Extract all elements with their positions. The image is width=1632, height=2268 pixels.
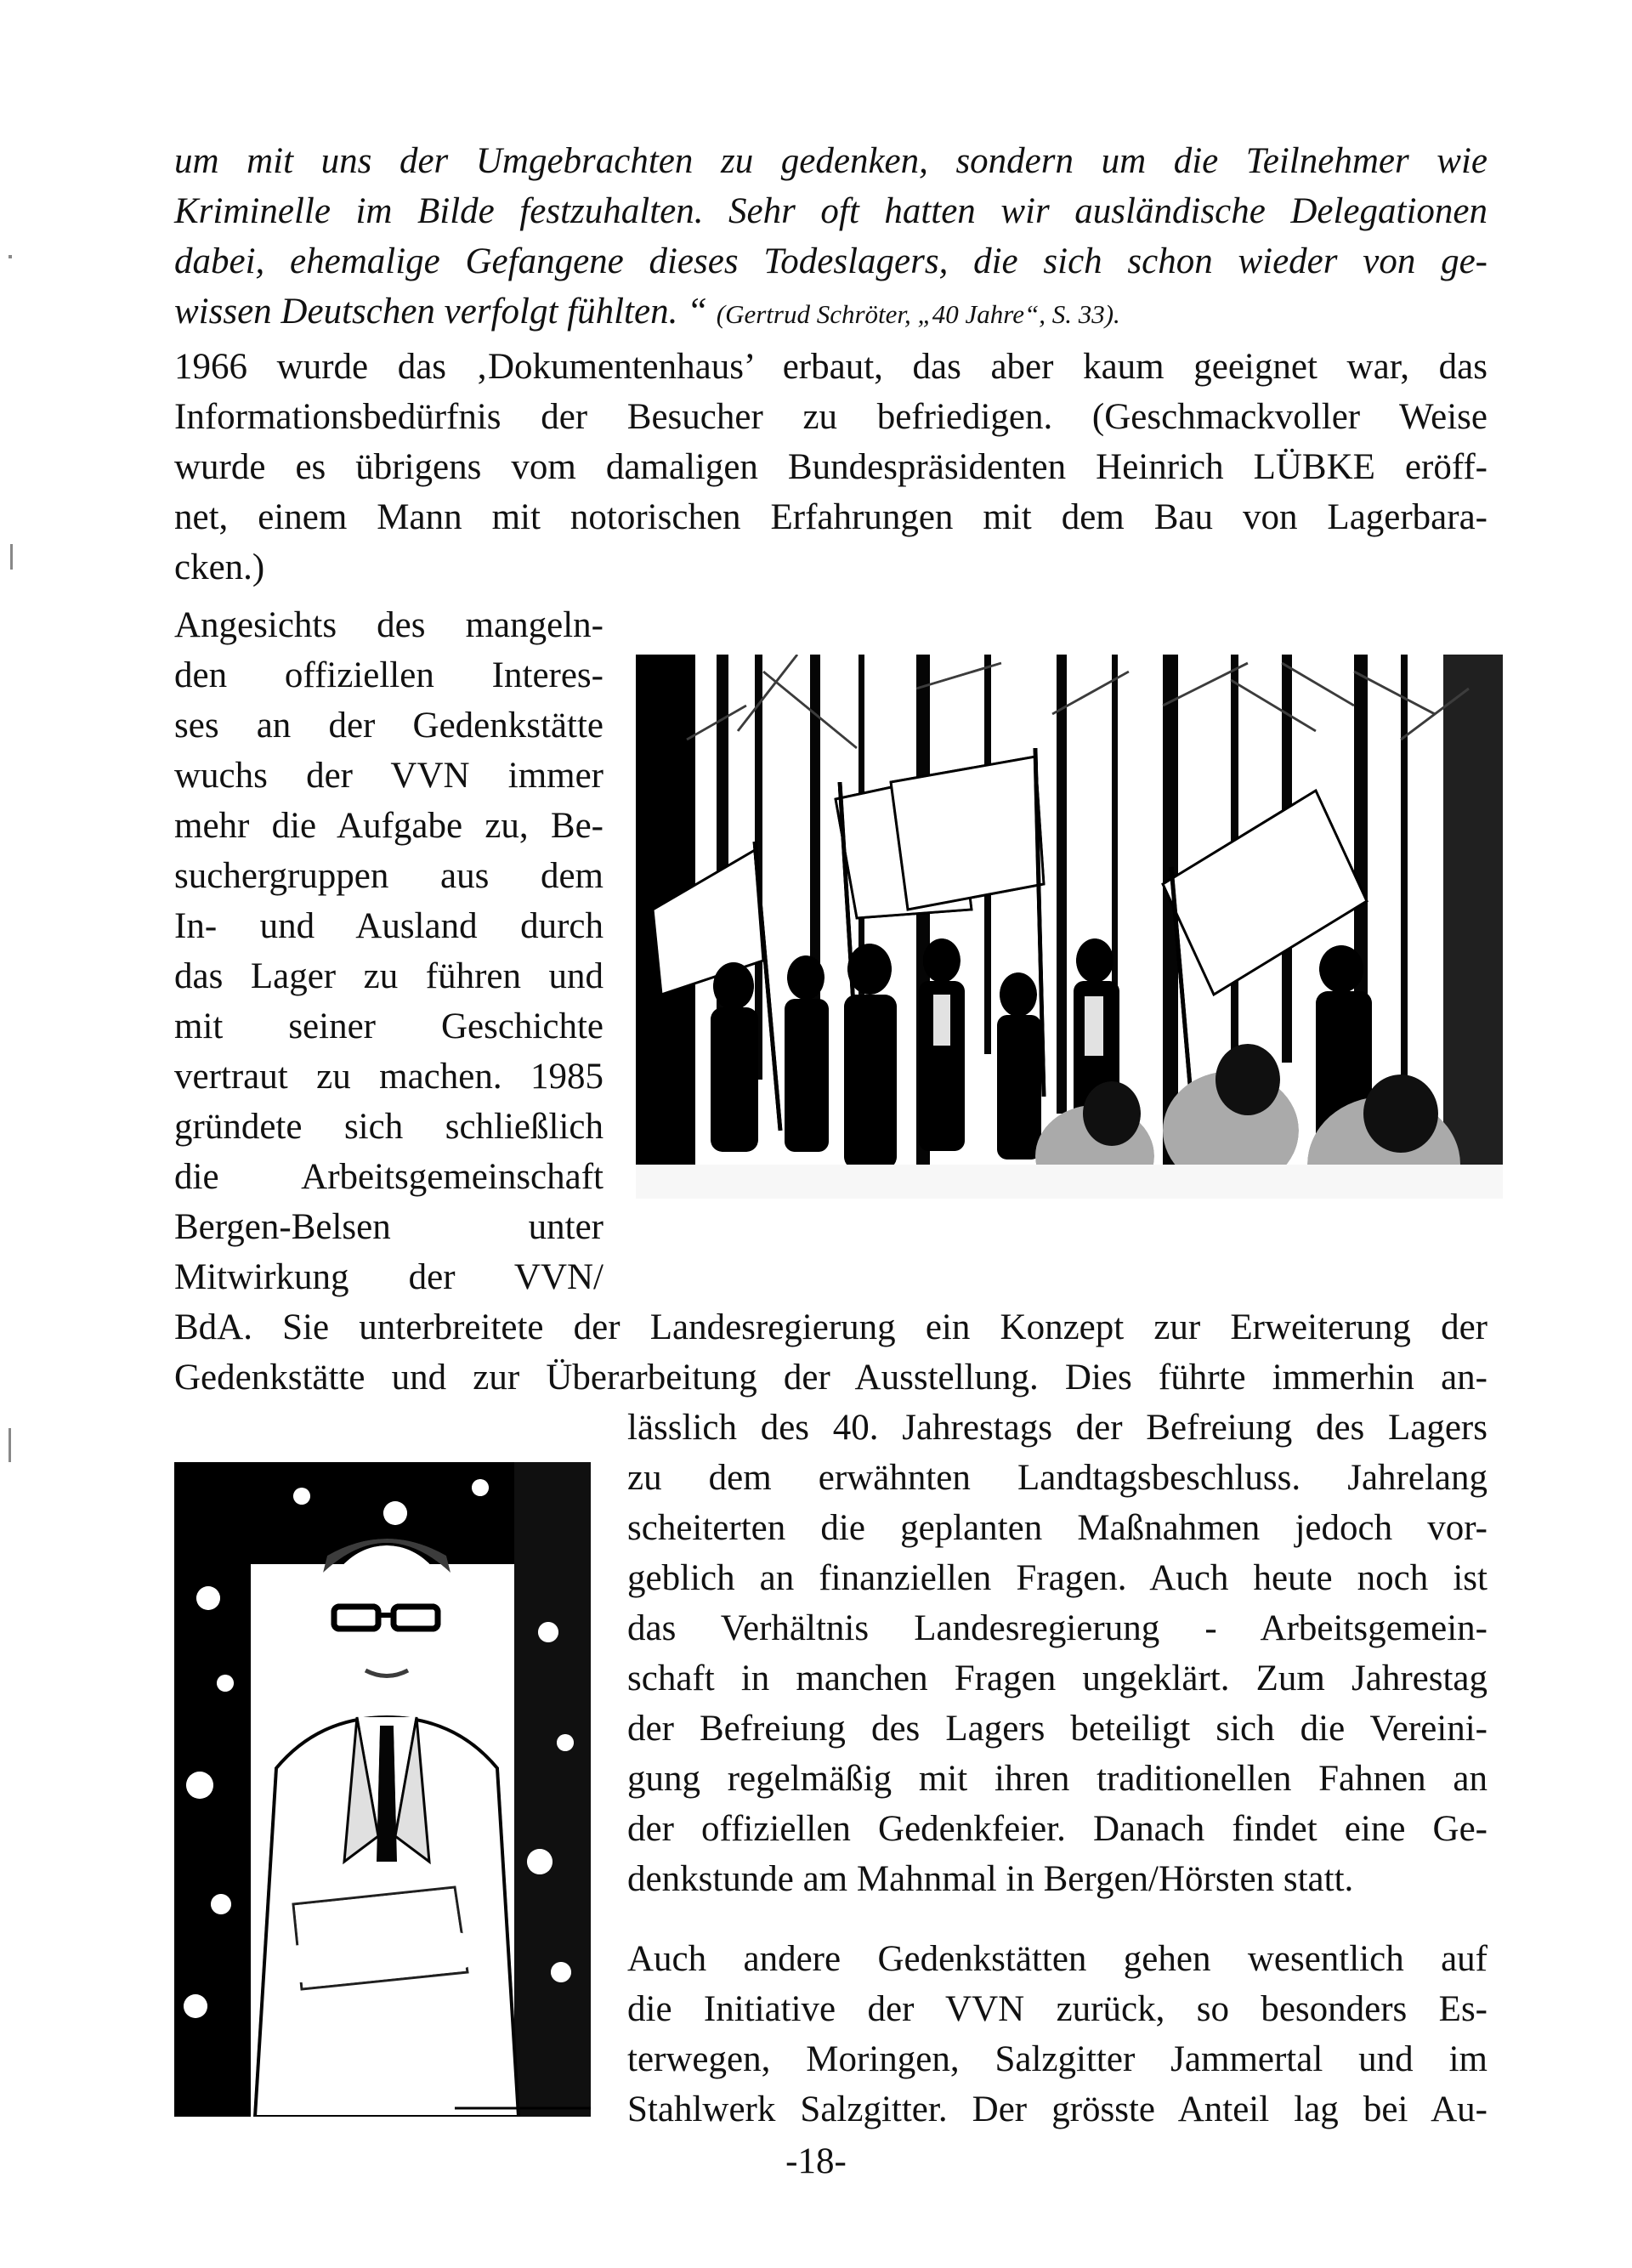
text-line: der Befreiung des Lagers beteiligt sich die Vereini-	[627, 1709, 1488, 1749]
text-line: 1966 wurde das ‚Dokumentenhaus’ erbaut, das aber kaum geeignet war, das	[174, 347, 1488, 387]
text-line: Informationsbedürfnis der Besucher zu befriedigen. (Geschmackvoller Weise	[174, 397, 1488, 437]
text-line: denkstunde am Mahnmal in Bergen/Hörsten statt.	[627, 1859, 1354, 1899]
text-line: BdA. Sie unterbreitete der Landesregierung ein Konzept zur Erweiterung der	[174, 1307, 1488, 1347]
text-line: lässlich des 40. Jahrestags der Befreiung des Lagers	[627, 1408, 1488, 1448]
text-line: wurde es übrigens vom damaligen Bundespräsidenten Heinrich LÜBKE eröff-	[174, 447, 1488, 487]
memorial-gathering-image	[636, 655, 1503, 1241]
quote-line: wissen Deutschen verfolgt fühlten. “	[174, 292, 708, 332]
text-line: zu dem erwähnten Landtagsbeschluss. Jahrelang	[627, 1458, 1488, 1498]
scan-speck	[8, 1428, 11, 1462]
page-number: -18-	[785, 2141, 847, 2181]
quote-line: Kriminelle im Bilde festzuhalten. Sehr oft hatten wir ausländische Delegationen	[174, 191, 1488, 231]
text-line: Mitwirkung der VVN/	[174, 1257, 604, 1297]
text-line: ses an der Gedenkstätte	[174, 706, 604, 746]
text-line: das Verhältnis Landesregierung - Arbeitsgemein-	[627, 1608, 1488, 1648]
text-line: die Arbeitsgemeinschaft	[174, 1157, 604, 1197]
text-line: vertraut zu machen. 1985	[174, 1057, 604, 1097]
text-line: Angesichts des mangeln-	[174, 605, 604, 645]
text-line: wuchs der VVN immer	[174, 756, 604, 796]
text-line: Stahlwerk Salzgitter. Der grösste Anteil lag bei Au-	[627, 2089, 1488, 2129]
text-line: gung regelmäßig mit ihren traditionellen Fahnen an	[627, 1759, 1488, 1799]
text-line: den offiziellen Interes-	[174, 655, 604, 695]
scan-speck	[10, 544, 13, 570]
quote-line: um mit uns der Umgebrachten zu gedenken, sondern um die Teilnehmer wie	[174, 141, 1488, 181]
speaker-portrait-image	[174, 1462, 591, 2117]
text-line: net, einem Mann mit notorischen Erfahrungen mit dem Bau von Lagerbara-	[174, 497, 1488, 537]
paragraph-angesichts-right	[627, 1403, 1488, 1904]
quote-citation: (Gertrud Schröter, „40 Jahre“, S. 33).	[716, 299, 1120, 329]
text-line: der offiziellen Gedenkfeier. Danach findet eine Ge-	[627, 1809, 1488, 1849]
text-line: die Initiative der VVN zurück, so besonders Es-	[627, 1989, 1488, 2029]
text-line: Gedenkstätte und zur Überarbeitung der Ausstellung. Dies führte immerhin an-	[174, 1358, 1488, 1398]
text-line: scheiterten die geplanten Maßnahmen jedoch vor-	[627, 1508, 1488, 1548]
text-line: mit seiner Geschichte	[174, 1006, 604, 1046]
text-line: geblich an finanziellen Fragen. Auch heute noch ist	[627, 1558, 1488, 1598]
text-line: Auch andere Gedenkstätten gehen wesentlich auf	[627, 1939, 1488, 1979]
paragraph-angesichts-narrow	[174, 600, 604, 1302]
text-line: suchergruppen aus dem	[174, 856, 604, 896]
text-line: mehr die Aufgabe zu, Be-	[174, 806, 604, 846]
paragraph-angesichts-wide	[174, 1302, 1488, 1403]
speaker-portrait-photo	[174, 1462, 591, 2117]
scan-speck	[8, 255, 12, 258]
quote-line: dabei, ehemalige Gefangene dieses Todeslagers, die sich schon wieder von ge-	[174, 241, 1488, 281]
memorial-gathering-photo	[636, 655, 1503, 1241]
paragraph-1966	[174, 342, 1488, 593]
quote-paragraph	[174, 136, 1488, 339]
text-line: Bergen-Belsen unter	[174, 1207, 604, 1247]
text-line: gründete sich schließlich	[174, 1107, 604, 1147]
paragraph-auch-andere	[627, 1934, 1488, 2135]
text-line: In- und Ausland durch	[174, 906, 604, 946]
quote-last-line	[174, 286, 1488, 339]
text-line: cken.)	[174, 547, 265, 587]
text-line: terwegen, Moringen, Salzgitter Jammertal und im	[627, 2039, 1488, 2079]
text-line: das Lager zu führen und	[174, 956, 604, 996]
text-line: schaft in manchen Fragen ungeklärt. Zum Jahrestag	[627, 1658, 1488, 1698]
